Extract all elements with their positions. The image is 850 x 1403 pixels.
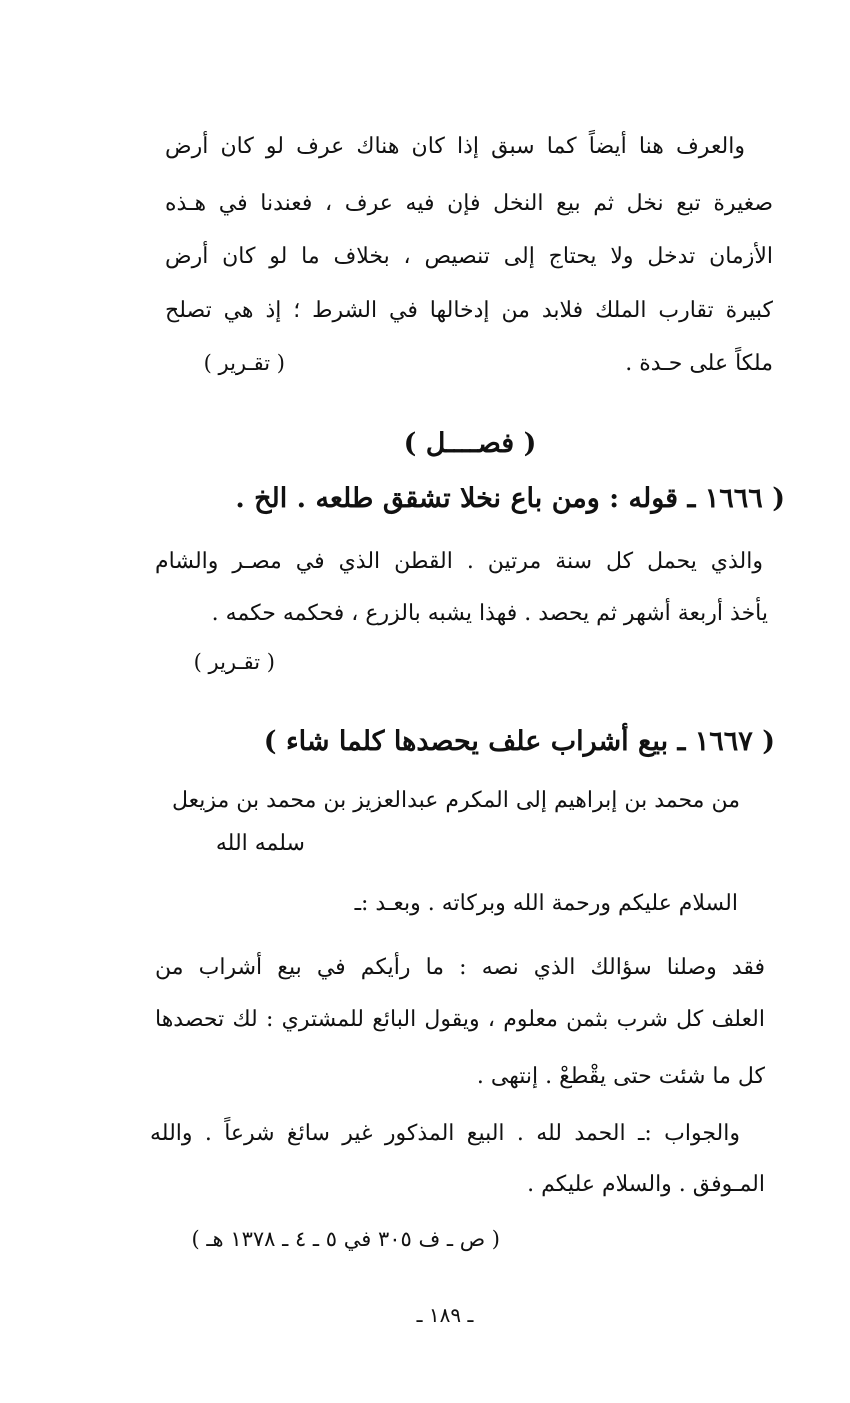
question-line: العلف كل شرب بثمن معلوم ، ويقول البائع للمشتري : لك تحصدها bbox=[155, 1007, 765, 1032]
source-reference: ( ص ـ ف ٣٠٥ في ٥ ـ ٤ ـ ١٣٧٨ هـ ) bbox=[191, 1227, 500, 1251]
page-number: ـ ١٨٩ ـ bbox=[416, 1303, 474, 1327]
question-line: فقد وصلنا سؤالك الذي نصه : ما رأيكم في بيع أشراب من bbox=[155, 955, 765, 980]
paragraph-line: الأزمان تدخل ولا يحتاج إلى تنصيص ، بخلاف ما لو كان أرض bbox=[165, 244, 773, 269]
paragraph-line: ملكاً على حـدة . bbox=[625, 351, 773, 376]
answer-line: المـوفق . والسلام عليكم . bbox=[527, 1172, 765, 1197]
section-1667-heading: ( ١٦٦٧ ـ بيع أشراب علف يحصدها كلما شاء ) bbox=[263, 726, 775, 757]
answer-line: والجواب :ـ الحمد لله . البيع المذكور غير سائغ شرعاً . والله bbox=[150, 1121, 740, 1146]
address-line: سلمه الله bbox=[215, 831, 305, 856]
address-line: من محمد بن إبراهيم إلى المكرم عبدالعزيز بن محمد بن مزيعل bbox=[171, 788, 740, 813]
section-1666-heading: ( ١٦٦٦ ـ قوله : ومن باع نخلا تشقق طلعه . الخ . bbox=[235, 483, 785, 514]
paragraph-line: كبيرة تقارب الملك فلابد من إدخالها في الشرط ؛ إذ هي تصلح bbox=[165, 298, 773, 323]
question-line: كل ما شئت حتى يقْطعْ . إنتهى . bbox=[476, 1064, 765, 1089]
paragraph-line: يأخذ أربعة أشهر ثم يحصد . فهذا يشبه بالزرع ، فحكمه حكمه . bbox=[211, 601, 768, 626]
paragraph-line: صغيرة تبع نخل ثم بيع النخل فإن فيه عرف ، فعندنا في هـذه bbox=[165, 191, 773, 216]
paragraph-line: والذي يحمل كل سنة مرتين . القطن الذي في مصـر والشام bbox=[155, 549, 763, 574]
reference-label: ( تقـرير ) bbox=[193, 650, 275, 674]
paragraph-line: والعرف هنا أيضاً كما سبق إذا كان هناك عرف لو كان أرض bbox=[165, 134, 745, 159]
section-heading: ( فصــــل ) bbox=[403, 428, 537, 459]
greeting-line: السلام عليكم ورحمة الله وبركاته . وبعـد :ـ bbox=[354, 891, 738, 916]
reference-label: ( تقـرير ) bbox=[203, 351, 285, 375]
